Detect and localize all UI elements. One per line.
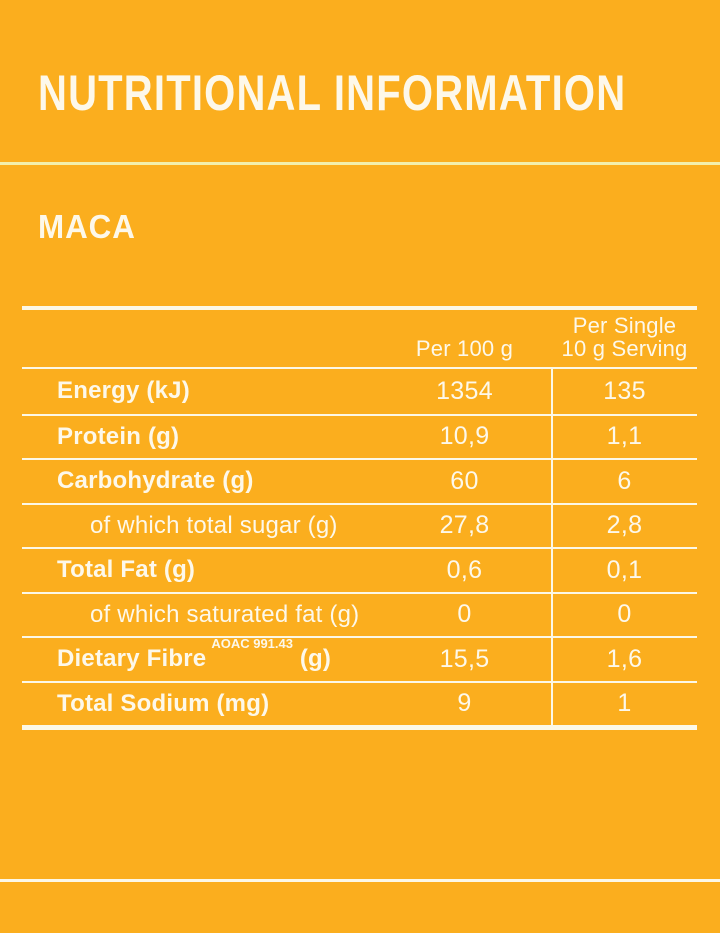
- per-100g-label: Per 100 g: [415, 336, 514, 361]
- row-label: of which saturated fat (g): [90, 600, 360, 628]
- table-rows: [22, 369, 697, 725]
- value-per-100g: 10,9: [439, 422, 490, 451]
- nutrition-table: [22, 306, 697, 730]
- title-divider-line: [0, 162, 720, 165]
- table-row: [22, 592, 697, 637]
- row-label-superscript: AOAC 991.43: [211, 636, 293, 652]
- row-label: Energy (kJ): [57, 377, 190, 405]
- table-header-row: [22, 310, 697, 369]
- column-header-per-serving: [552, 310, 697, 367]
- value-per-serving: 6: [617, 466, 632, 495]
- value-per-serving: 0,1: [606, 555, 643, 584]
- table-row: [22, 636, 697, 681]
- table-row: [22, 458, 697, 503]
- row-label: Dietary Fibre$^{AOAC 991.43}$ (g): [57, 636, 332, 673]
- table-row: [22, 547, 697, 592]
- row-label: Protein (g): [57, 422, 180, 450]
- column-header-per-100g: [377, 310, 552, 367]
- column-divider-line: [551, 369, 553, 725]
- value-per-100g: 60: [450, 466, 479, 495]
- header-spacer: [22, 310, 377, 367]
- value-per-serving: 135: [603, 376, 646, 405]
- value-per-serving: 2,8: [606, 511, 643, 540]
- value-per-serving: 1,6: [606, 644, 643, 673]
- page-title: NUTRITIONAL INFORMATION: [38, 65, 627, 121]
- value-per-100g: 0: [457, 600, 472, 629]
- value-per-100g: 0,6: [446, 555, 483, 584]
- row-label: Carbohydrate (g): [57, 467, 254, 495]
- row-label: Total Sodium (mg): [57, 689, 270, 717]
- footer-divider-line: [0, 879, 720, 882]
- row-label: Total Fat (g): [57, 556, 196, 584]
- per-serving-label-line2: 10 g Serving: [561, 336, 688, 361]
- per-serving-label-line1: Per Single: [572, 313, 677, 338]
- product-name: MACA: [38, 208, 136, 245]
- row-label: of which total sugar (g): [90, 511, 338, 539]
- table-row: [22, 369, 697, 414]
- value-per-100g: 27,8: [439, 511, 490, 540]
- table-row: [22, 503, 697, 548]
- table-row: [22, 681, 697, 726]
- value-per-100g: 1354: [436, 376, 493, 405]
- value-per-serving: 1: [617, 689, 632, 718]
- value-per-100g: 15,5: [439, 644, 490, 673]
- table-row: [22, 414, 697, 459]
- value-per-serving: 1,1: [606, 422, 643, 451]
- value-per-serving: 0: [617, 600, 632, 629]
- value-per-100g: 9: [457, 689, 472, 718]
